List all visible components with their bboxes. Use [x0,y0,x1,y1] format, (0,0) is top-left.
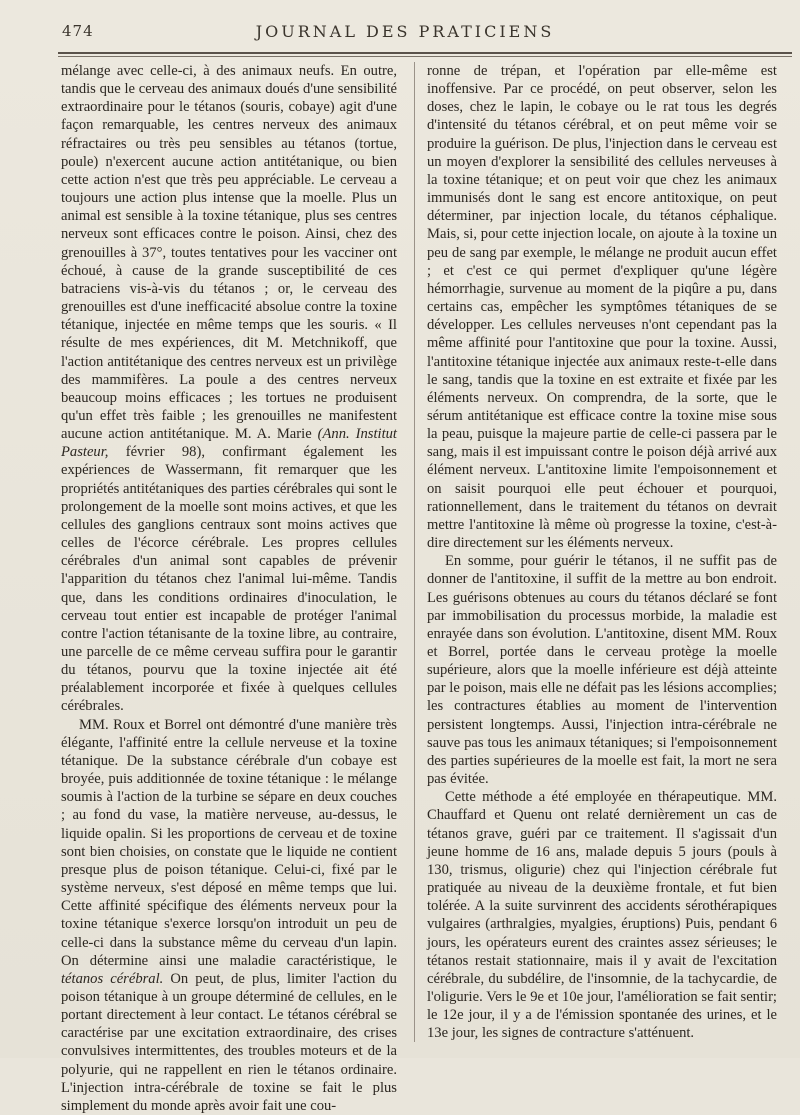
left-p2-text: MM. Roux et Borrel ont démontré d'une manière très élégante, l'affinité entre la cellule nerveuse et la toxine tétanique. De la substance cérébrale d'un cobaye est broyée, puis additionnée de toxine tétanique : le mélange soumis à l'action de la turbine se sépare en deux couches ; au fond du vase, la matière nerveuse, au-dessus, le liquide opalin. Si les proportions de cerveau et de toxine sont bien choisies, on constate que le liquide ne contient presque plus de poison tétanique. Celui-ci, fixé par le système nerveux, s'est déposé en même temps que lui. Cette affinité spécifique des éléments nerveux pour la toxine tétanique s'exerce lorsqu'on introduit un peu de celle-ci dans la substance même du cerveau d'un lapin. On détermine ainsi une maladie caractéristique, le [61,716,397,969]
left-p2-italic: tétanos cérébral. [61,970,164,987]
right-paragraph-2: En somme, pour guérir le tétanos, il ne suffit pas de donner de l'antitoxine, il suffit de la mettre au bon endroit. Les guérisons obtenues au cours du tétanos déclaré se font par immobilisation du processus morbide, la maladie est enrayée dans son évolution. L'antitoxine, disent MM. Roux et Borrel, portée dans le cerveau protège la moelle supérieure, alors que la moelle inférieure est déjà atteinte par le poison, mais elle ne défait pas les lésions accomplies; les contractures établies au moment de l'intervention persistent longtemps. Aussi, l'injection intra-cérébrale ne sauve pas tous les animaux tétaniques; si l'empoisonnement des parties supérieures de la moelle est fait, la mort ne sera pas évitée. [427,553,777,788]
header-rule [58,52,792,54]
left-p2-text-end: On peut, de plus, limiter l'action du poison tétanique à un groupe déterminé de cellules, en le portant directement à leur contact. Le tétanos cérébral se caractérise par une excitation extraordinaire, des crises convulsives intermittentes, des troubles moteurs et de la polyurie, qui ne rappellent en rien le tétanos ordinaire. L'injection intra-cérébrale de toxine se fait le plus simplement du monde après avoir fait une cou- [61,970,397,1114]
left-paragraph-2 [61,716,397,1115]
left-column [61,62,397,1115]
right-paragraph-1: ronne de trépan, et l'opération par elle-même est inoffensive. Par ce procédé, on peut observer, selon les doses, chez le lapin, le cobaye ou le rat tous les degrés d'intensité du tétanos cérébral, et on peut même voir se produire la guérison. De plus, l'injection dans le cerveau est un moyen d'explorer la sensibilité des cellules nerveuses à la toxine tétanique; et on peut voir que chez les animaux immunisés dont le sang est encore antitoxique, on peut déterminer, par injection locale, du tétanos céphalique. Mais, si, pour cette injection locale, on ajoute à la toxine un peu de sang par exemple, le mélange ne produit aucun effet ; et c'est ce qui permet d'expliquer qu'une légère hémorrhagie, survenue au moment de la piqûre a pu, dans certains cas, empêcher les symptômes tétaniques de se développer. Les cellules nerveuses n'ont cependant pas la même affinité pour l'antitoxine que pour la toxine. Aussi, l'antitoxine tétanique injectée aux animaux reste-t-elle dans le sang, tandis que la toxine en est extraite et fixée par les éléments nerveux. On comprendra, de la sorte, que le sérum antitétanique est efficace contre la toxine mise sous la peau, puisque la majeure partie de celle-ci passera par le sang, mais il est impuissant contre le poison déjà arrivé aux élément nerveux. L'antitoxine limite l'empoisonnement et on saisit pourquoi elle peut échouer et pourquoi, rationnellement, dans le traitement du tétanos on devrait mettre l'antitoxine là même où progresse la toxine, c'est-à-dire directement sur les éléments nerveux. [427,63,777,552]
page-number: 474 [62,22,94,40]
page-header [62,18,788,44]
column-divider [414,62,415,1042]
header-rule-thin [58,56,792,57]
journal-title: JOURNAL DES PRATICIENS [255,22,555,41]
left-p1-citation: (Ann. Institut Pasteur, [61,426,397,461]
right-paragraph-3: Cette méthode a été employée en thérapeutique. MM. Chauffard et Quenu ont relaté dernièrement un cas de tétanos grave, guéri par ce traitement. Il s'agissait d'un jeune homme de 16 ans, malade depuis 5 jours (pouls à 130, trismus, oligurie) chez qui l'injection cérébrale fut pratiquée au niveau de la deuxième frontale, et fut bien tolérée. A la suite survinrent des accidents sérothérapiques vulgaires (arthralgies, myalgies, éruptions) Puis, pendant 6 jours, les opérateurs eurent des craintes assez sérieuses; le tétanos restait stationnaire, mais il y avait de l'excitation cérébrale, du subdélire, de l'insomnie, de la tachycardie, de l'oligurie. Vers le 9e et 10e jour, l'amélioration se fait sentir; le 12e jour, il y a de l'émission spontanée des urines, et le 13e jour, les signes de contracture s'atténuent. [427,789,777,1042]
left-p1-text-end: février 98), confirmant également les expériences de Wassermann, fit remarquer que les propriétés antitétaniques des parties cérébrales qui sont le prolongement de la moelle sont moins actives, et que les cellules des ganglions centraux sont moins actives que celles de l'écorce cérébrale. Les propres cellules cérébrales d'un animal sont capables de prévenir l'apparition du tétanos chez l'animal lui-même. Tandis que, dans les conditions ordinaires d'inoculation, le cerveau tout entier est incapable de protéger l'animal contre l'action tétanisante de la toxine libre, au contraire, une parcelle de ce même cerveau suffira pour le garantir du tétanos, pourvu que la toxine injectée ait été préalablement incorporée et fixée à quelques cellules cérébrales. [61,444,397,715]
right-column [427,62,777,1042]
left-p1-text: mélange avec celle-ci, à des animaux neufs. En outre, tandis que le cerveau des animaux doués d'une sensibilité extraordinaire pour le tétanos (souris, cobaye) agit d'une façon remarquable, les centres nerveux des animaux réfractaires ou très peu sensibles au tétanos (tortue, poule) n'exercent aucune action antitétanique, ou bien cette action n'est que très peu appréciable. Le cerveau a toujours une action plus intense que la moelle. Plus un animal est sensible à la toxine tétanique, plus ses centres nerveux sont efficaces contre le poison. Ainsi, chez des grenouilles à 37°, toutes tentatives pour les vacciner ont échoué, à cause de la grande susceptibilité de ces batraciens vis-à-vis du tétanos ; or, le cerveau des grenouilles est d'une inefficacité absolue contre la toxine tétanique, injectée en même temps que les souris. « Il résulte de mes expériences, dit M. Metchnikoff, que l'action antitétanique des centres nerveux est un privilège des mammifères. La poule a des centres nerveux beaucoup moins efficaces ; les tortues ne produisent qu'un effet très faible ; les grenouilles ne manifestent aucune action antitétanique. M. A. Marie [61,63,397,443]
left-paragraph-1 [61,62,397,716]
